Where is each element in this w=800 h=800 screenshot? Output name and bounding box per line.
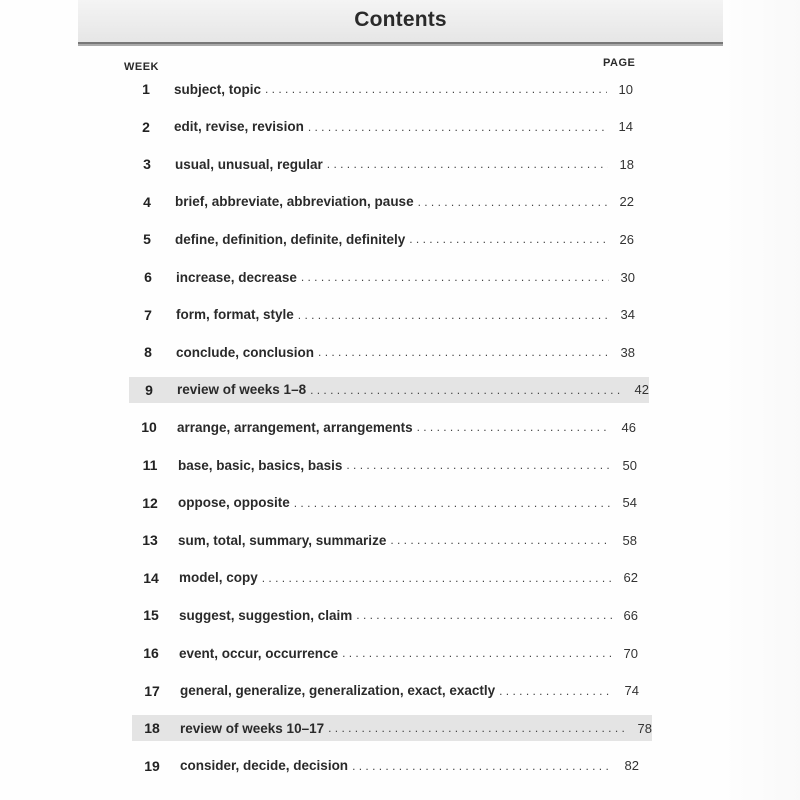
week-number: 12: [142, 494, 158, 511]
topic-text: sum, total, summary, summarize: [178, 532, 387, 548]
table-row: [130, 490, 637, 516]
topic-text: increase, decrease: [176, 269, 297, 285]
page-number: 54: [622, 495, 637, 511]
dot-leader: [298, 302, 609, 328]
dot-leader: [409, 226, 608, 252]
table-row: [131, 602, 638, 628]
dot-leader: [294, 490, 611, 516]
table-row: [128, 339, 635, 365]
topic-text: review of weeks 1–8: [177, 382, 307, 398]
topic-text: form, format, style: [176, 307, 294, 323]
week-number: 14: [143, 569, 159, 586]
dot-leader: [262, 565, 612, 591]
week-number: 11: [142, 457, 158, 473]
table-row: [131, 565, 638, 591]
dot-leader: [310, 377, 623, 403]
topic-text: brief, abbreviate, abbreviation, pause: [175, 194, 414, 210]
topic-text: event, occur, occurrence: [179, 645, 339, 661]
page-number: 38: [620, 344, 635, 360]
page-title: Contents: [354, 8, 447, 31]
dot-leader: [418, 189, 608, 215]
page-number: 82: [624, 758, 639, 774]
week-number: 7: [144, 306, 152, 323]
page-number: 66: [623, 607, 638, 623]
table-row: [126, 114, 633, 140]
week-number: 10: [141, 419, 157, 436]
dot-leader: [328, 715, 626, 741]
week-number: 2: [142, 118, 150, 135]
table-row: [129, 414, 636, 440]
page-number: 10: [618, 81, 633, 97]
dot-leader: [390, 527, 611, 553]
week-number: 18: [144, 720, 160, 737]
topic-text: suggest, suggestion, claim: [179, 607, 353, 623]
dot-leader: [327, 151, 608, 177]
page-number: 46: [621, 419, 636, 435]
week-number: 17: [144, 682, 160, 699]
page-number: 34: [620, 307, 635, 323]
table-row: [131, 640, 638, 666]
page-number: 42: [634, 382, 649, 398]
topic-text: define, definition, definite, definitely: [175, 231, 406, 247]
topic-text: consider, decide, decision: [180, 758, 349, 774]
week-number: 9: [145, 381, 153, 398]
dot-leader: [417, 414, 610, 440]
week-number: 19: [144, 757, 160, 774]
dot-leader: [352, 753, 613, 779]
week-number: 5: [143, 231, 151, 248]
topic-text: arrange, arrangement, arrangements: [177, 419, 413, 435]
table-row: [132, 753, 639, 779]
dot-leader: [342, 640, 612, 666]
page-number: 74: [624, 683, 639, 699]
week-number: 6: [144, 269, 152, 285]
page-number: 14: [618, 119, 633, 135]
table-row: [127, 151, 634, 177]
page-number: 18: [619, 156, 634, 172]
table-row: [127, 189, 634, 215]
week-number: 8: [144, 344, 152, 361]
topic-text: general, generalize, generalization, exact, exactly: [180, 683, 496, 699]
week-number: 4: [143, 193, 151, 210]
week-number: 3: [143, 156, 151, 173]
dot-leader: [301, 264, 609, 290]
page-number: 58: [622, 532, 637, 548]
topic-text: review of weeks 10–17: [180, 720, 325, 736]
week-number: 16: [143, 645, 159, 661]
dot-leader: [499, 678, 613, 704]
page-number: 62: [623, 570, 638, 586]
table-row: [130, 527, 637, 553]
topic-text: conclude, conclusion: [176, 344, 315, 360]
table-row: [128, 302, 635, 328]
page-number: 26: [619, 231, 634, 247]
table-row: [130, 452, 637, 478]
table-row: [132, 678, 639, 704]
table-row: [127, 226, 634, 252]
table-row: [129, 377, 649, 403]
page-number: 22: [619, 194, 634, 210]
topic-text: base, basic, basics, basis: [178, 457, 343, 473]
dot-leader: [308, 114, 607, 140]
topic-text: usual, unusual, regular: [175, 156, 323, 172]
dot-leader: [265, 76, 607, 102]
week-number: 15: [143, 607, 159, 624]
topic-text: subject, topic: [174, 81, 262, 97]
topic-text: oppose, opposite: [178, 495, 290, 511]
page-number: 78: [637, 720, 652, 736]
week-number: 1: [142, 81, 150, 97]
topic-text: edit, revise, revision: [174, 119, 304, 135]
table-row: [132, 715, 652, 741]
dot-leader: [356, 602, 612, 628]
page-number: 30: [620, 269, 635, 285]
page-number: 50: [622, 457, 637, 473]
page-number: 70: [623, 645, 638, 661]
topic-text: model, copy: [179, 570, 258, 586]
week-column-header: WEEK: [124, 61, 159, 73]
table-row: [126, 76, 633, 102]
page-column-header: PAGE: [603, 57, 636, 69]
week-number: 13: [142, 532, 158, 549]
dot-leader: [318, 339, 609, 365]
dot-leader: [346, 452, 611, 478]
table-row: [128, 264, 635, 290]
